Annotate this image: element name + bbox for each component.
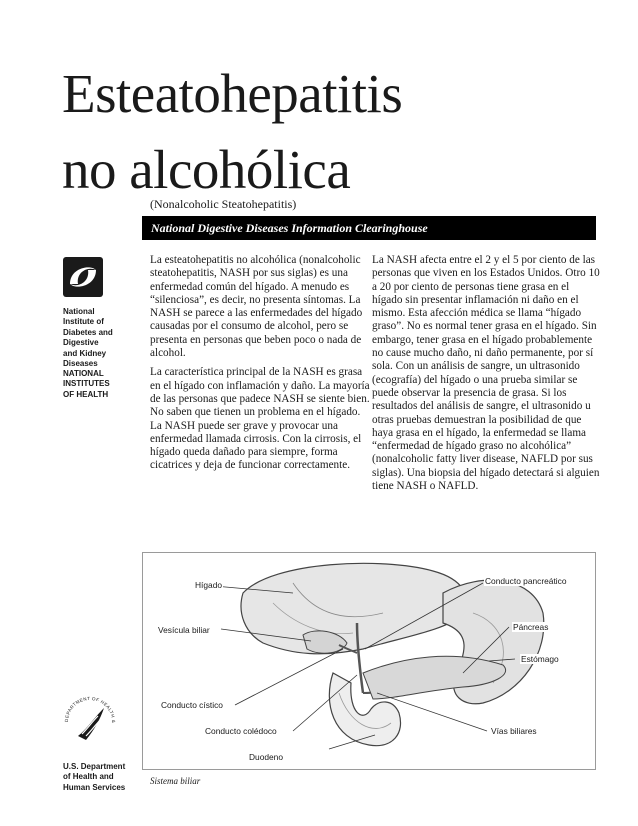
niddk-name [63, 307, 123, 369]
label-duodeno: Duodeno [249, 752, 283, 762]
label-higado: Hígado [195, 580, 223, 590]
nih-name [63, 369, 123, 400]
hhs-seal-icon [60, 690, 120, 750]
hhs-name-line: of Health and [63, 772, 114, 782]
hhs-name-line: Human Services [63, 782, 126, 792]
body-paragraph: La NASH afecta entre el 2 y el 5 por ciento de las personas que viven en los Estados Unidos. Otro 10 a 20 por ciento de personas tiene grasa en el hígado sin presentar inflamación ni daño en el mismo. Esta afección médica se llama “hígado graso”. No es normal tener grasa en el hígado. Sin embargo, tener grasa en el hígado probablemente no cause mucho daño, ni daño permanente, por sí sola. Con un análisis de sangre, un ultrasonido (ecografía) del hígado o una prueba similar se puede observar la presencia de grasa. Si los resultados del análisis de sangre, el ultrasonido u otras pruebas demuestran la posibilidad de que haya grasa en el hígado, la enfermedad se llama “enfermedad de hígado graso no alcohólica” (nonalcoholic fatty liver disease, NAFLD por sus siglas). Una biopsia del hígado detectará si alguien tiene NASH o NAFLD. [372, 254, 600, 493]
body-paragraph: La esteatohepatitis no alcohólica (nonalcoholic steatohepatitis, NASH por sus siglas) es una enfermedad común del hígado. A menudo es “silenciosa”, es decir, no presenta síntomas. La NASH se parece a las enfermedades del hígado causadas por el consumo de alcohol, pero se presenta en personas que beben poco o nada de alcohol. [150, 254, 363, 360]
label-conducto-cistico: Conducto cístico [161, 700, 223, 710]
label-pancreas: Páncreas [513, 622, 549, 632]
niddk-name-line: National [63, 307, 95, 316]
body-column-left [150, 254, 372, 479]
svg-text:DEPARTMENT OF HEALTH & HUMAN S [60, 690, 116, 723]
niddk-name-line: and Kidney [63, 348, 107, 358]
nih-name-line: OF HEALTH [63, 389, 109, 399]
label-conducto-pancreatico: Conducto pancreático [485, 576, 567, 586]
figure-caption: Sistema biliar [150, 776, 201, 786]
label-estomago: Estómago [521, 654, 559, 664]
niddk-name-line: Digestive [63, 338, 99, 348]
clearinghouse-banner: National Digestive Diseases Information Clearinghouse [142, 216, 596, 240]
body-column-right [372, 254, 602, 499]
label-conducto-coledoco: Conducto colédoco [205, 726, 277, 736]
body-paragraph: La característica principal de la NASH es grasa en el hígado con inflamación y daño. La mayoría de las personas que padece NASH se siente bien. No saben que tienen un problema en el hígado. La NASH puede ser grave y provocar una enfermedad llamada cirrosis. Con la cirrosis, el hígado queda dañado para siempre, forma cicatrices y deja de funcionar correctamente. [150, 366, 370, 472]
page-subtitle: (Nonalcoholic Steatohepatitis) [150, 197, 297, 211]
nih-name-line: NATIONAL [63, 369, 104, 378]
niddk-logo-icon [60, 254, 106, 300]
hhs-name-line: U.S. Department [63, 762, 126, 771]
niddk-name-line: Diabetes and [63, 327, 113, 337]
hhs-name [63, 762, 143, 793]
page-title-line-2: no alcohólica [62, 139, 351, 200]
label-vesicula: Vesícula biliar [158, 625, 210, 635]
page-title-line-1: Esteatohepatitis [62, 63, 403, 124]
hhs-seal-text: DEPARTMENT OF HEALTH & [63, 695, 117, 724]
niddk-name-line: Diseases [63, 359, 98, 369]
niddk-name-line: Institute of [63, 317, 104, 327]
nih-name-line: INSTITUTES [63, 379, 110, 389]
label-vias-biliares: Vías biliares [491, 726, 537, 736]
